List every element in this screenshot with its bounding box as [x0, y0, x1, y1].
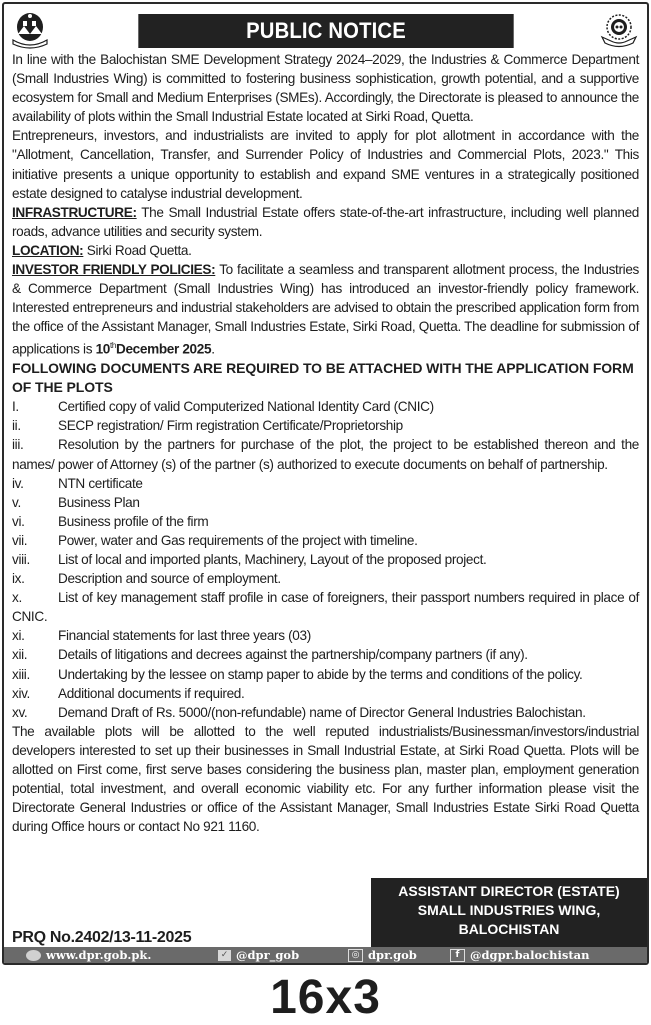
notice-body — [12, 50, 639, 836]
document-item — [12, 512, 639, 531]
document-item — [12, 703, 639, 722]
document-text: Demand Draft of Rs. 5000/(non-refundable) name of Director General Industries Balochistan. — [58, 704, 586, 720]
document-item — [12, 588, 639, 626]
document-text: Financial statements for last three years (03) — [58, 628, 311, 644]
facebook-icon: f — [450, 949, 465, 962]
location-label: LOCATION: — [12, 242, 84, 258]
infrastructure-label: INFRASTRUCTURE: — [12, 204, 137, 220]
document-number: x. — [12, 590, 22, 606]
document-number: iii. — [12, 437, 24, 453]
industries-emblem-logo — [599, 10, 639, 50]
document-number: ix. — [12, 571, 25, 587]
document-number: xiv. — [12, 685, 30, 701]
documents-list — [12, 397, 639, 722]
emblem-icon — [10, 10, 50, 50]
document-number: xi. — [12, 628, 25, 644]
document-number: xv. — [12, 704, 28, 720]
document-text: SECP registration/ Firm registration Certificate/Proprietorship — [58, 418, 403, 434]
deadline-day: 10 — [95, 341, 110, 357]
website-link[interactable] — [26, 947, 151, 963]
document-item — [12, 665, 639, 684]
infrastructure-section — [12, 203, 639, 241]
prq-number: PRQ No.2402/13-11-2025 — [12, 929, 192, 946]
signature-province: BALOCHISTAN — [458, 921, 560, 937]
document-text: Description and source of employment. — [58, 571, 281, 587]
document-text: Power, water and Gas requirements of the project with timeline. — [58, 532, 418, 548]
document-text: Details of litigations and decrees against the partnership/company partners (if any). — [58, 647, 528, 663]
document-item — [12, 550, 639, 569]
signature-wing: SMALL INDUSTRIES WING, — [417, 902, 601, 918]
document-item — [12, 569, 639, 588]
location-text: Sirki Road Quetta. — [83, 242, 192, 258]
document-item — [12, 397, 639, 416]
document-item — [12, 626, 639, 645]
document-number: vii. — [12, 532, 28, 548]
document-number: I. — [12, 399, 19, 415]
deadline-date: December 2025 — [115, 341, 212, 357]
instagram-text: dpr.gob — [368, 948, 417, 962]
notice-frame — [2, 2, 649, 965]
document-item — [12, 493, 639, 512]
document-text: Additional documents if required. — [58, 685, 245, 701]
ad-size-label: 16x3 — [270, 971, 381, 1024]
document-item — [12, 474, 639, 493]
document-text: Certified copy of valid Computerized National Identity Card (CNIC) — [58, 399, 434, 415]
instagram-icon: ◎ — [348, 949, 363, 962]
twitter-icon: ✓ — [218, 950, 231, 961]
document-number: vi. — [12, 513, 25, 529]
document-item — [12, 416, 639, 435]
facebook-link[interactable] — [450, 947, 590, 963]
document-number: ii. — [12, 418, 21, 434]
location-section — [12, 241, 639, 260]
document-item — [12, 531, 639, 550]
website-text: www.dpr.gob.pk. — [46, 948, 152, 962]
document-text: Business Plan — [58, 494, 140, 510]
document-number: xiii. — [12, 666, 30, 682]
signature-block — [371, 878, 647, 947]
document-text: Undertaking by the lessee on stamp paper to abide by the terms and conditions of the policy. — [58, 666, 583, 682]
policies-text: To facilitate a seamless and transparent allotment process, the Industries & Commerce Department (Small Industries Wing) has introduced an investor-friendly policy framework. Interested entrepreneurs and industrial stakeholders are advised to obtain the prescribed application form from the office of the Assistant Manager, Small Industries Estate, Sirki Road, Quetta. The deadline for submission of applications is — [12, 262, 639, 357]
document-text: List of local and imported plants, Machinery, Layout of the proposed project. — [58, 551, 487, 567]
document-item — [12, 435, 639, 473]
infrastructure-text: The Small Industrial Estate offers state-of-the-art infrastructure, including well planned roads, advance utilities and security system. — [12, 204, 639, 239]
globe-icon — [26, 950, 41, 961]
twitter-text: @dpr_gob — [236, 948, 300, 962]
invitation-paragraph: Entrepreneurs, investors, and industrialists are invited to apply for plot allotment in accordance with the "Allotment, Cancellation, Transfer, and Surrender Policy of Industries and Commercial Plots, 2023." This initiative presents a unique opportunity to establish and expand SME ventures in a strategically positioned estate designed to catalyse industrial development. — [12, 128, 639, 201]
document-text: NTN certificate — [58, 475, 143, 491]
document-number: viii. — [12, 551, 30, 567]
page-title: PUBLIC NOTICE — [138, 14, 513, 48]
intro-paragraph: In line with the Balochistan SME Development Strategy 2024–2029, the Industries & Commerce Department (Small Industries Wing) is committed to fostering business sophistication, growth potential, and a supportive ecosystem for Small and Medium Enterprises (SMEs). Accordingly, the Directorate is pleased to announce the availability of plots within the Small Industrial Estate located at Sirki Road, Quetta. — [12, 52, 639, 125]
signature-title: ASSISTANT DIRECTOR (ESTATE) — [398, 883, 620, 899]
balochistan-emblem-logo — [10, 10, 50, 50]
social-footer — [4, 947, 647, 963]
deadline-end: . — [211, 341, 215, 357]
document-number: iv. — [12, 475, 24, 491]
seal-icon — [599, 10, 639, 50]
document-number: v. — [12, 494, 21, 510]
document-text: List of key management staff profile in case of foreigners, their passport numbers required in place of CNIC. — [12, 590, 639, 625]
instagram-link[interactable] — [348, 947, 417, 963]
documents-heading: FOLLOWING DOCUMENTS ARE REQUIRED TO BE ATTACHED WITH THE APPLICATION FORM OF THE PLOTS — [12, 360, 634, 396]
facebook-text: @dgpr.balochistan — [470, 948, 590, 962]
closing-paragraph: The available plots will be allotted to the well reputed industrialists/Businessman/investors/industrial developers interested to set up their businesses in Small Industrial Estate, at Sirki Road Quetta. Plots will be allotted on First come, first serve bases considering the business plan, master plan, employment generation potential, total investment, and overall economic viability etc. For any further information please visit the Directorate General Industries or office of the Assistant Manager, Small Industries Estate Sirki Road Quetta during Office hours or contact No 921 1160. — [12, 723, 639, 835]
document-item — [12, 645, 639, 664]
deadline-suffix: th — [110, 341, 116, 351]
document-number: xii. — [12, 647, 28, 663]
policies-label: INVESTOR FRIENDLY POLICIES: — [12, 262, 216, 278]
document-item — [12, 684, 639, 703]
policies-section — [12, 260, 639, 359]
document-text: Resolution by the partners for purchase of the plot, the project to be established thereon and the names/ power of Attorney (s) of the partner (s) authorized to execute documents on behalf of partnership. — [12, 437, 639, 472]
twitter-link[interactable] — [218, 947, 299, 963]
document-text: Business profile of the firm — [58, 513, 209, 529]
